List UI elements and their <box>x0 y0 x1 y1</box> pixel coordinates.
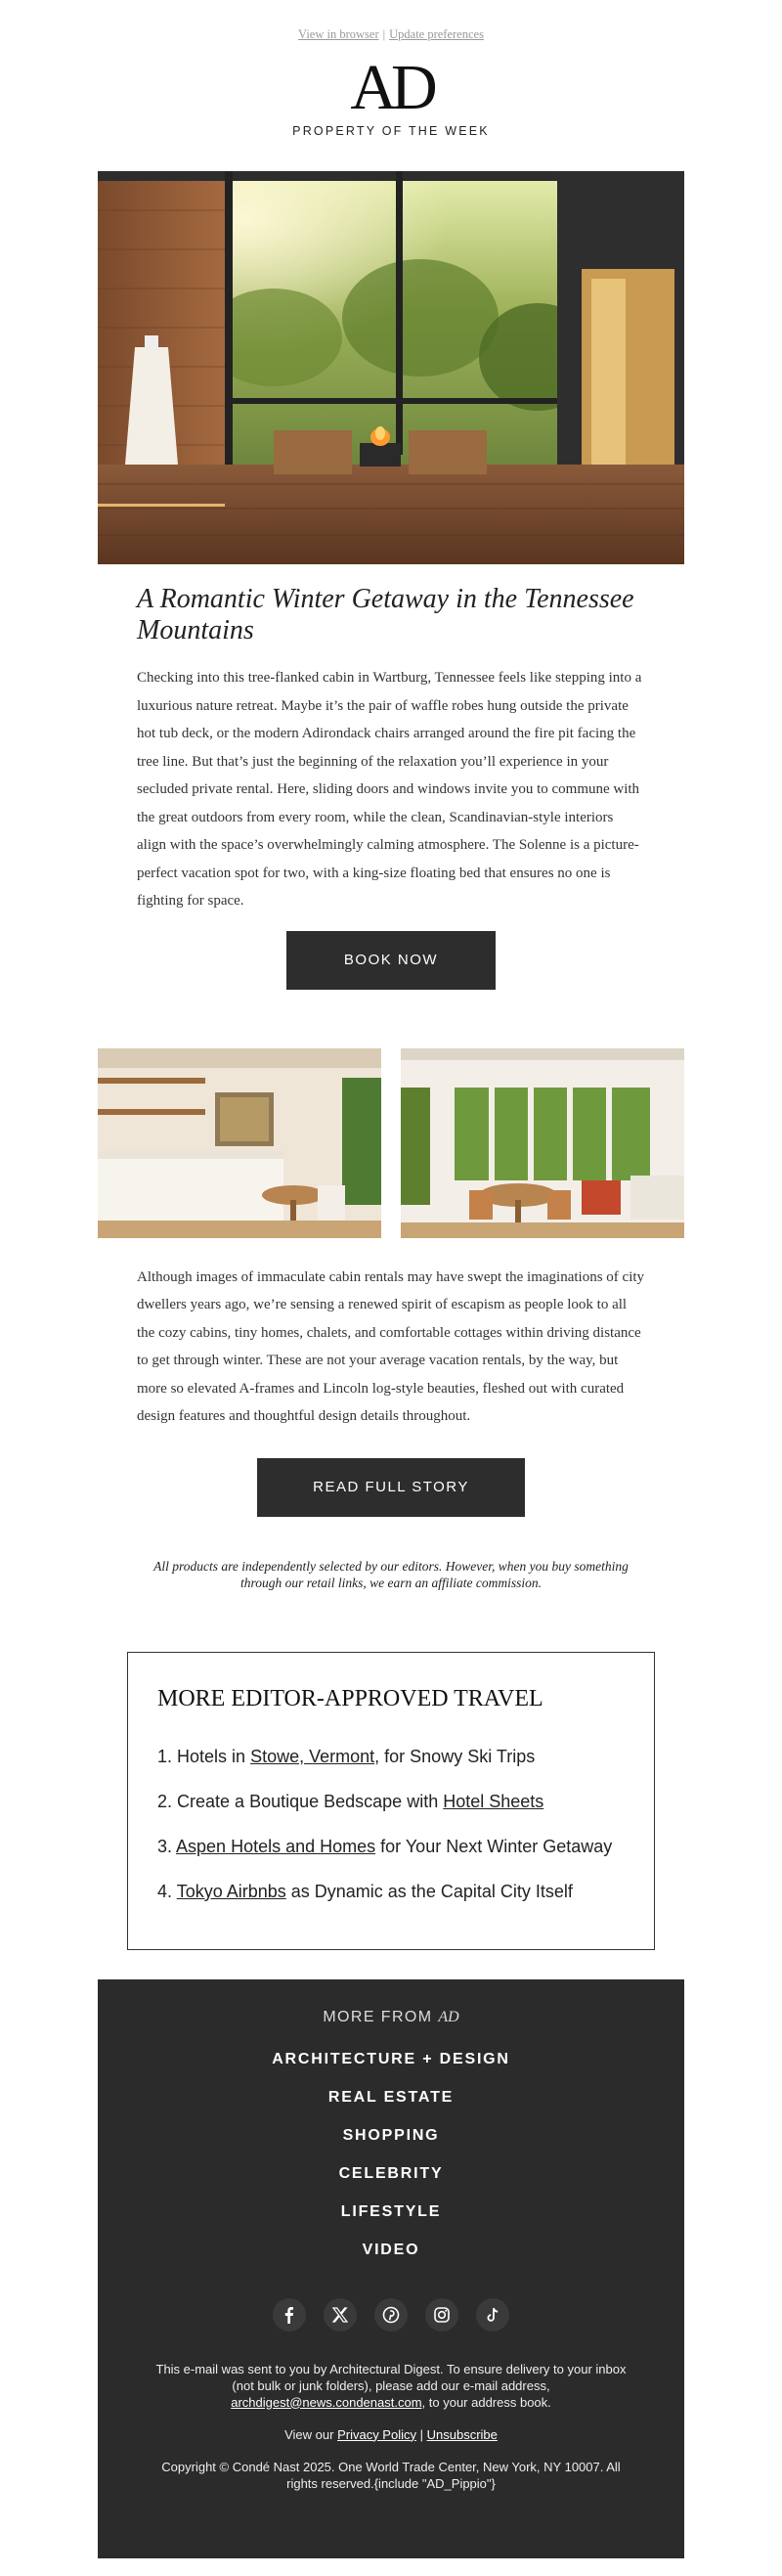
facebook-icon[interactable] <box>273 2298 306 2332</box>
read-full-story-button[interactable]: READ FULL STORY <box>257 1458 525 1517</box>
travel-item <box>157 1734 625 1779</box>
update-preferences-link[interactable]: Update preferences <box>389 27 484 41</box>
travel-item <box>157 1869 625 1914</box>
travel-link[interactable]: Hotel Sheets <box>443 1791 544 1811</box>
item-text: Create a Boutique Bedscape with <box>177 1791 444 1811</box>
travel-title: MORE EDITOR-APPROVED TRAVEL <box>157 1685 543 1711</box>
living-room-photo[interactable] <box>401 1048 684 1238</box>
travel-item <box>157 1824 625 1869</box>
nav-real-estate[interactable]: REAL ESTATE <box>327 2088 455 2106</box>
top-links <box>0 0 782 42</box>
travel-link[interactable]: Aspen Hotels and Homes <box>176 1836 376 1856</box>
nav-video[interactable]: VIDEO <box>362 2241 420 2258</box>
article-title[interactable]: A Romantic Winter Getaway in the Tennessee Mountains <box>137 584 634 645</box>
footer <box>98 1979 684 2558</box>
kitchen-photo[interactable] <box>98 1048 381 1238</box>
book-now-button[interactable]: BOOK NOW <box>286 931 496 990</box>
nav-celebrity[interactable]: CELEBRITY <box>338 2164 444 2182</box>
link-separator: | <box>382 27 386 41</box>
item-text: for Your Next Winter Getaway <box>375 1836 613 1856</box>
instagram-icon[interactable] <box>425 2298 458 2332</box>
nav-lifestyle[interactable]: LIFESTYLE <box>340 2202 442 2220</box>
article-paragraph-2: Although images of immaculate cabin rentals may have swept the imaginations of city dwellers years ago, we’re sensing a renewed spirit of escapism as people look to all the cozy cabins, tiny homes, chalets, and comfortable cottages within driving distance to get through winter. These are not your average vacation rentals, by the way, but more so elevated A-frames and Lincoln log-style beauties, fleshed out with curated design features and thoughtful design details throughout. <box>137 1268 645 1424</box>
pinterest-icon[interactable] <box>374 2298 408 2332</box>
article-content-2 <box>137 1264 645 1517</box>
delivery-notice: This e-mail was sent to you by Architectural Digest. To ensure delivery to your inbox (not bulk or junk folders), please add our e-mail address, archdigest@news.condenast.com, to your address book. <box>155 2361 627 2410</box>
item-text: , for Snowy Ski Trips <box>374 1746 536 1766</box>
item-number: 2. <box>157 1791 173 1811</box>
policy-links: View our Privacy Policy | Unsubscribe <box>284 2426 498 2442</box>
nav-architecture-design[interactable]: ARCHITECTURE + DESIGN <box>272 2050 510 2067</box>
copyright: Copyright © Condé Nast 2025. One World Trade Center, New York, NY 10007. All rights reserved.{include "AD_Pippio"} <box>161 2459 621 2491</box>
item-number: 1. <box>157 1746 173 1766</box>
item-text: Hotels in <box>177 1746 251 1766</box>
social-links <box>98 2298 684 2332</box>
hero-image[interactable] <box>98 171 684 564</box>
item-number: 4. <box>157 1881 173 1901</box>
travel-item <box>157 1779 625 1824</box>
travel-link[interactable]: Tokyo Airbnbs <box>176 1881 286 1901</box>
article-paragraph-1: Checking into this tree-flanked cabin in Wartburg, Tennessee feels like stepping into a luxurious nature retreat. Maybe it’s the pair of waffle robes hung outside the private hot tub deck, or the modern Adirondack chairs arranged around the fire pit facing the tree line. But that’s just the beginning of the relaxation you’ll experience in your secluded private rental. Here, sliding doors and windows invite you to commune with the great outdoors from every room, while the clean, Scandinavian-style interiors align with the space’s overwhelmingly calming atmosphere. The Solenne is a picture-perfect vacation spot for two, with a king-size floating bed that ensures no one is fighting for space. <box>137 670 642 909</box>
masthead <box>0 52 782 138</box>
unsubscribe-link[interactable]: Unsubscribe <box>426 2426 498 2442</box>
tiktok-icon[interactable] <box>476 2298 509 2332</box>
affiliate-disclaimer: All products are independently selected by our editors. However, when you buy something through our retail links, we earn an affiliate commission. <box>153 1558 629 1590</box>
property-of-the-week-label: PROPERTY OF THE WEEK <box>292 124 490 138</box>
item-text: as Dynamic as the Capital City Itself <box>285 1881 573 1901</box>
ad-logo[interactable]: AD <box>350 52 432 123</box>
travel-link[interactable]: Stowe, Vermont <box>250 1746 375 1766</box>
nav-shopping[interactable]: SHOPPING <box>342 2126 440 2144</box>
article-content <box>137 584 645 990</box>
privacy-policy-link[interactable]: Privacy Policy <box>337 2426 416 2442</box>
editor-travel-box <box>127 1652 655 1950</box>
view-in-browser-link[interactable]: View in browser <box>298 27 379 41</box>
item-number: 3. <box>157 1836 173 1856</box>
x-icon[interactable] <box>324 2298 357 2332</box>
more-from-heading: MORE FROM AD <box>323 2008 459 2025</box>
contact-email-link[interactable]: archdigest@news.condenast.com <box>231 2394 422 2410</box>
image-pair <box>98 1048 684 1238</box>
